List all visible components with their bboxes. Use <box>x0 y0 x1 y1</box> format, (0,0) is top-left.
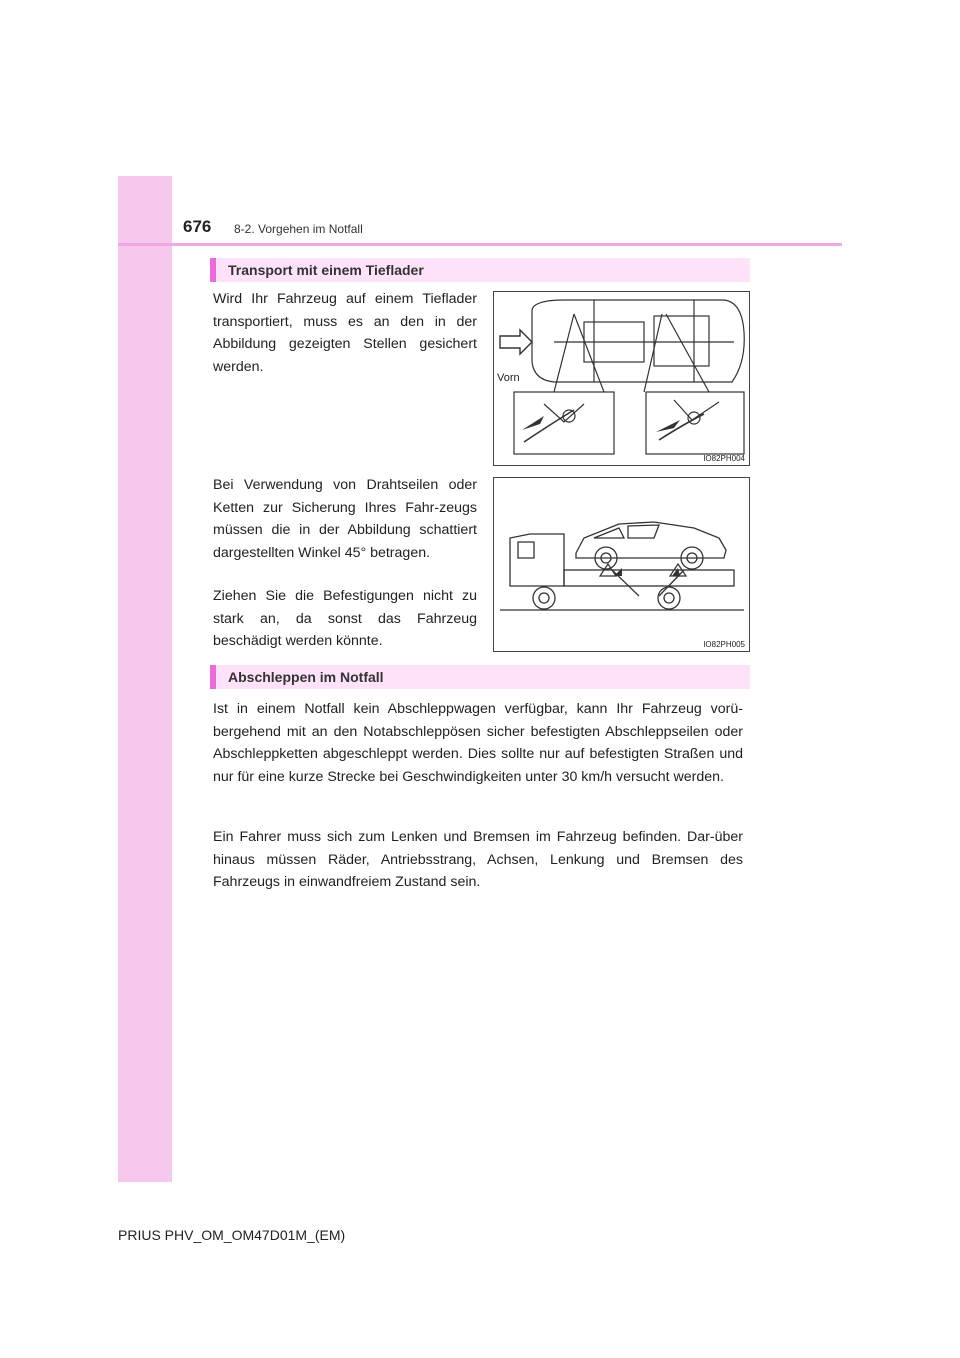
paragraph-transport-intro: Wird Ihr Fahrzeug auf einem Tieflader transportiert, muss es an den in der Abbildung gezeigten Stellen gesichert werden. <box>213 291 477 375</box>
figure-tie-down-points <box>493 291 750 466</box>
chapter-sidebar-tab <box>118 176 172 1182</box>
paragraph-tightening: Ziehen Sie die Befestigungen nicht zu stark an, da sonst das Fahrzeug beschädigt werden könnte. <box>213 588 477 650</box>
paragraph-driver-requirement: Ein Fahrer muss sich zum Lenken und Bremsen im Fahrzeug befinden. Dar-über hinaus müssen Räder, Antriebsstrang, Achsen, Lenkung und Bremsen des Fahrzeugs in einwandfreiem Zustand sein. <box>213 829 743 891</box>
figure-code: IO82PH005 <box>703 640 745 649</box>
footer-document-code: PRIUS PHV_OM_OM47D01M_(EM) <box>118 1227 346 1243</box>
page-number: 676 <box>183 217 212 236</box>
tie-down-diagram <box>494 292 751 467</box>
section-heading-emergency-towing: Abschleppen im Notfall <box>210 665 750 689</box>
flatbed-truck-diagram <box>494 478 751 653</box>
paragraph-emergency-towing: Ist in einem Notfall kein Abschleppwagen verfügbar, kann Ihr Fahrzeug vorü-bergehend mit an den Notabschleppösen sicher befestigten Abschleppseilen oder Abschleppketten abgeschleppt werden. Dies sollte nur auf befestigten Straßen und nur für eine kurze Strecke bei Geschwindigkeiten unter 30 km/h versucht werden. <box>213 701 743 785</box>
figure-code: IO82PH004 <box>703 454 745 463</box>
front-label: Vorn <box>497 372 520 384</box>
paragraph-wire-ropes: Bei Verwendung von Drahtseilen oder Ketten zur Sicherung Ihres Fahr-zeugs müssen die in der Abbildung schattiert dargestellten Winkel 45° betragen. <box>213 477 477 561</box>
chapter-title: 8-2. Vorgehen im Notfall <box>234 222 363 236</box>
section-heading-transport: Transport mit einem Tieflader <box>210 258 750 282</box>
header-rule <box>118 243 842 246</box>
figure-flatbed-truck <box>493 477 750 652</box>
